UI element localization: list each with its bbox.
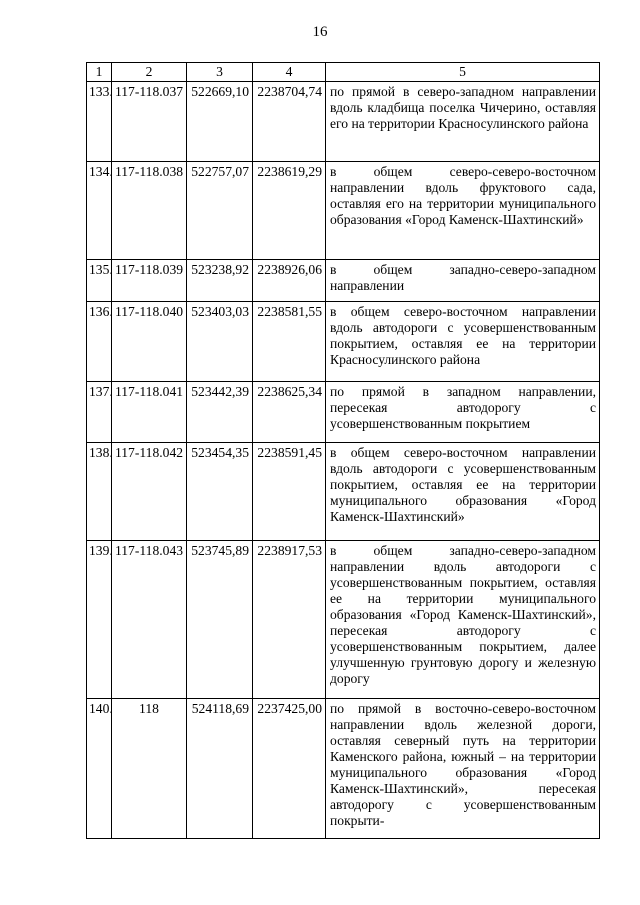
row-number: 133.: [87, 82, 112, 162]
boundary-description: в общем северо-восточном направлении вдоль автодороги с усовершенствованным покрытием, оставляя ее на территории Красносулинского района: [326, 302, 600, 382]
boundary-description: в общем западно-северо-западном направлении вдоль автодороги с усовершенствованным покрытием, оставляя ее на территории муниципального образования «Город Каменск-Шахтинский», пересекая автодорогу с усовершенствованным покрытием, далее улучшенную грунтовую дорогу и железную дорогу: [326, 541, 600, 699]
table-header-row: [87, 63, 600, 82]
row-number: 134.: [87, 162, 112, 260]
row-number: 138.: [87, 443, 112, 541]
point-id: 117-118.037: [112, 82, 187, 162]
row-number: 137.: [87, 382, 112, 443]
coordinate-y: 2238917,53: [253, 541, 326, 699]
coordinate-x: 523442,39: [187, 382, 253, 443]
point-id: 117-118.042: [112, 443, 187, 541]
row-number: 140.: [87, 699, 112, 839]
boundary-description: в общем северо-северо-восточном направлении вдоль фруктового сада, оставляя его на территории муниципального образования «Город Каменск-Шахтинский»: [326, 162, 600, 260]
coordinate-y: 2238926,06: [253, 260, 326, 302]
coordinate-y: 2238625,34: [253, 382, 326, 443]
row-number: 135.: [87, 260, 112, 302]
coordinate-x: 523238,92: [187, 260, 253, 302]
column-header-4: 4: [253, 63, 326, 82]
coordinate-x: 523403,03: [187, 302, 253, 382]
table-row: [87, 162, 600, 260]
boundary-description: в общем северо-восточном направлении вдоль автодороги с усовершенствованным покрытием, оставляя ее на территории муниципального образования «Город Каменск-Шахтинский»: [326, 443, 600, 541]
point-id: 117-118.039: [112, 260, 187, 302]
point-id: 117-118.040: [112, 302, 187, 382]
coordinate-y: 2238581,55: [253, 302, 326, 382]
point-id: 117-118.043: [112, 541, 187, 699]
coordinate-x: 522757,07: [187, 162, 253, 260]
point-id: 117-118.038: [112, 162, 187, 260]
coordinate-y: 2238704,74: [253, 82, 326, 162]
boundary-description: по прямой в восточно-северо-восточном направлении вдоль железной дороги, оставляя северный путь на территории Каменского района, южный – на территории муниципального образования «Город Каменск-Шахтинский», пересекая автодорогу с усовершенствованным покрыти-: [326, 699, 600, 839]
table-row: [87, 541, 600, 699]
boundary-description: по прямой в западном направлении, пересекая автодорогу с усовершенствованным покрытием: [326, 382, 600, 443]
column-header-5: 5: [326, 63, 600, 82]
column-header-1: 1: [87, 63, 112, 82]
table-row: [87, 302, 600, 382]
coordinate-y: 2238619,29: [253, 162, 326, 260]
boundary-description: по прямой в северо-западном направлении вдоль кладбища поселка Чичерино, оставляя его на территории Красносулинского района: [326, 82, 600, 162]
coordinate-x: 523745,89: [187, 541, 253, 699]
table-row: [87, 699, 600, 839]
coordinate-y: 2238591,45: [253, 443, 326, 541]
column-header-2: 2: [112, 63, 187, 82]
boundary-points-table: [86, 62, 600, 839]
row-number: 136.: [87, 302, 112, 382]
row-number: 139.: [87, 541, 112, 699]
boundary-description: в общем западно-северо-западном направлении: [326, 260, 600, 302]
point-id: 117-118.041: [112, 382, 187, 443]
page-number: 16: [312, 24, 328, 40]
point-id: 118: [112, 699, 187, 839]
column-header-3: 3: [187, 63, 253, 82]
coordinate-y: 2237425,00: [253, 699, 326, 839]
coordinate-x: 522669,10: [187, 82, 253, 162]
table-row: [87, 260, 600, 302]
table-row: [87, 382, 600, 443]
coordinate-x: 523454,35: [187, 443, 253, 541]
table-row: [87, 82, 600, 162]
coordinate-x: 524118,69: [187, 699, 253, 839]
table-row: [87, 443, 600, 541]
